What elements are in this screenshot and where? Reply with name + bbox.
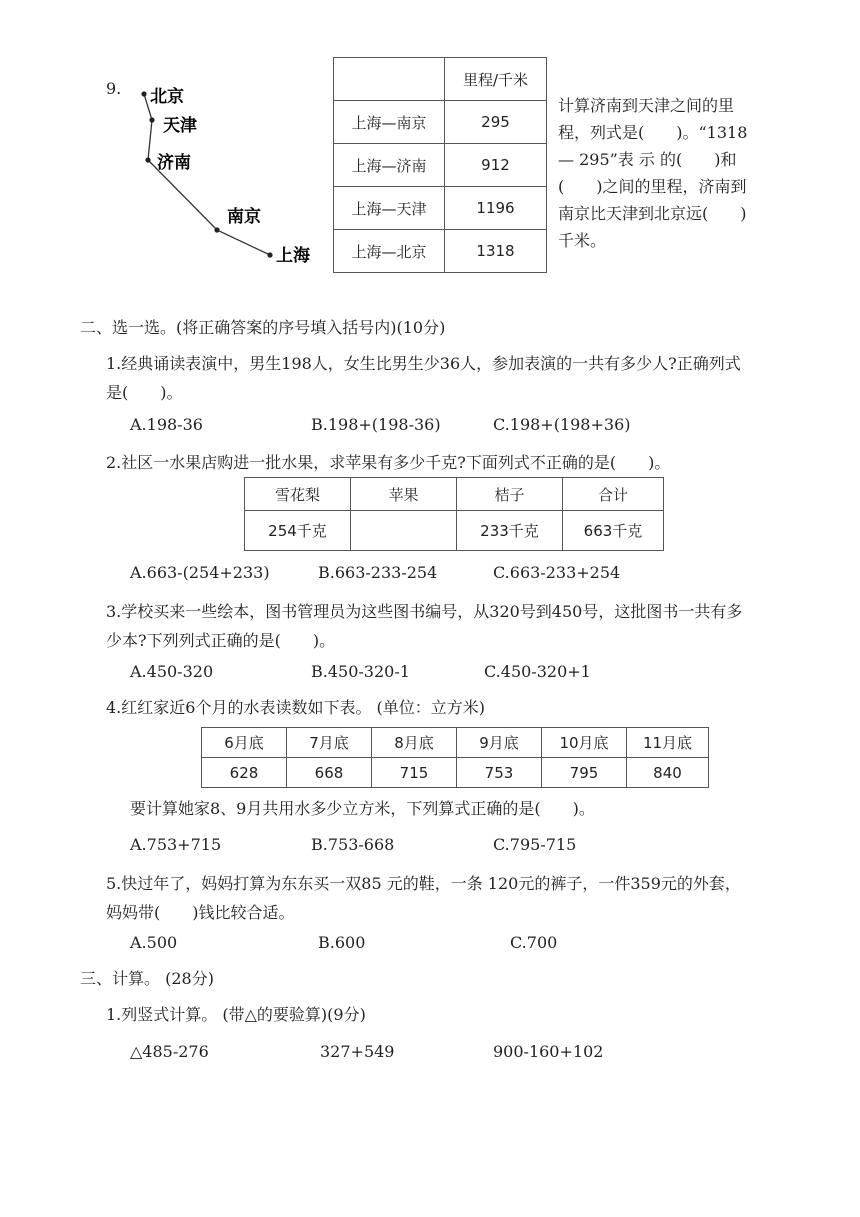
fruit-header: 雪花梨 bbox=[245, 478, 351, 511]
fruit-table bbox=[244, 477, 664, 551]
reading-cell: 715 bbox=[372, 758, 457, 788]
distance-table-header: 里程/千米 bbox=[445, 58, 547, 101]
option-a: A.500 bbox=[130, 933, 178, 952]
city-label-nanjing: 南京 bbox=[227, 207, 261, 227]
calc-item: 900-160+102 bbox=[493, 1042, 604, 1061]
city-dot-tianjin bbox=[149, 117, 154, 122]
question-3-text: 3.学校买来一些绘本，图书管理员为这些图书编号，从320号到450号，这批图书一共有多 bbox=[106, 602, 743, 621]
calc-question-1-text: 1.列竖式计算。 (带△的要验算)(9分) bbox=[106, 1005, 366, 1024]
section-2-title: 二、选一选。(将正确答案的序号填入括号内)(10分) bbox=[80, 318, 446, 337]
water-meter-table bbox=[201, 727, 709, 788]
route-cell: 上海—北京 bbox=[334, 230, 445, 273]
option-a: A.753+715 bbox=[130, 835, 222, 854]
city-label-tianjin: 天津 bbox=[163, 116, 197, 136]
question-number: 9. bbox=[106, 79, 122, 98]
option-b: B.198+(198-36) bbox=[311, 415, 441, 434]
text-line: — 295”表 示 的( )和 bbox=[558, 150, 737, 169]
option-a: A.450-320 bbox=[130, 662, 214, 681]
option-b: B.600 bbox=[318, 933, 366, 952]
distance-cell: 1318 bbox=[445, 230, 547, 273]
reading-cell: 628 bbox=[202, 758, 287, 788]
question-4-text-cont: 要计算她家8、9月共用水多少立方米，下列算式正确的是( )。 bbox=[130, 799, 595, 818]
city-dot-jinan bbox=[145, 157, 150, 162]
city-route-map bbox=[130, 80, 330, 270]
fruit-cell: 254千克 bbox=[245, 511, 351, 551]
month-header: 10月底 bbox=[542, 728, 627, 758]
question-1-text: 1.经典诵读表演中，男生198人，女生比男生少36人，参加表演的一共有多少人?正确列式 bbox=[106, 354, 741, 373]
question-2-text: 2.社区一水果店购进一批水果，求苹果有多少千克?下面列式不正确的是( )。 bbox=[106, 453, 671, 472]
option-c: C.450-320+1 bbox=[484, 662, 591, 681]
month-header: 11月底 bbox=[627, 728, 709, 758]
reading-cell: 795 bbox=[542, 758, 627, 788]
fruit-cell bbox=[351, 511, 457, 551]
question-4-text: 4.红红家近6个月的水表读数如下表。 (单位：立方米) bbox=[106, 698, 486, 717]
option-b: B.450-320-1 bbox=[311, 662, 410, 681]
option-a: A.198-36 bbox=[130, 415, 203, 434]
option-c: C.700 bbox=[510, 933, 558, 952]
reading-cell: 840 bbox=[627, 758, 709, 788]
text-line: 程，列式是( )。“1318 bbox=[558, 123, 748, 142]
question-5-text-cont: 妈妈带( )钱比较合适。 bbox=[106, 903, 295, 922]
route-cell: 上海—南京 bbox=[334, 101, 445, 144]
month-header: 9月底 bbox=[457, 728, 542, 758]
month-header: 8月底 bbox=[372, 728, 457, 758]
city-label-beijing: 北京 bbox=[150, 87, 184, 107]
question-5-text: 5.快过年了，妈妈打算为东东买一双85 元的鞋，一条 120元的裤子，一件359元的外套， bbox=[106, 874, 741, 893]
month-header: 6月底 bbox=[202, 728, 287, 758]
text-line: ( )之间的里程，济南到 bbox=[558, 177, 747, 196]
distance-cell: 912 bbox=[445, 144, 547, 187]
reading-cell: 753 bbox=[457, 758, 542, 788]
section-3-title: 三、计算。 (28分) bbox=[80, 969, 214, 988]
option-b: B.753-668 bbox=[311, 835, 395, 854]
distance-table bbox=[333, 57, 547, 273]
calc-item: △485-276 bbox=[130, 1042, 209, 1061]
fruit-cell: 233千克 bbox=[457, 511, 563, 551]
city-dot-beijing bbox=[141, 91, 146, 96]
question-3-text-cont: 少本?下列列式正确的是( )。 bbox=[106, 631, 336, 650]
option-c: C.663-233+254 bbox=[493, 563, 621, 582]
option-a: A.663-(254+233) bbox=[130, 563, 270, 582]
question-1-text-cont: 是( )。 bbox=[106, 383, 183, 402]
text-line: 计算济南到天津之间的里 bbox=[558, 96, 735, 115]
fruit-header: 桔子 bbox=[457, 478, 563, 511]
distance-cell: 1196 bbox=[445, 187, 547, 230]
route-cell: 上海—济南 bbox=[334, 144, 445, 187]
fruit-header: 苹果 bbox=[351, 478, 457, 511]
option-c: C.198+(198+36) bbox=[493, 415, 631, 434]
city-label-shanghai: 上海 bbox=[276, 246, 310, 266]
text-line: 千米。 bbox=[558, 231, 607, 250]
fruit-cell: 663千克 bbox=[563, 511, 664, 551]
fruit-header: 合计 bbox=[563, 478, 664, 511]
route-cell: 上海—天津 bbox=[334, 187, 445, 230]
reading-cell: 668 bbox=[287, 758, 372, 788]
city-dot-shanghai bbox=[267, 252, 272, 257]
city-label-jinan: 济南 bbox=[157, 153, 191, 173]
text-line: 南京比天津到北京远( ) bbox=[558, 204, 747, 223]
city-dot-nanjing bbox=[214, 227, 219, 232]
option-b: B.663-233-254 bbox=[318, 563, 438, 582]
option-c: C.795-715 bbox=[493, 835, 577, 854]
distance-cell: 295 bbox=[445, 101, 547, 144]
question-9-text bbox=[558, 92, 747, 254]
calc-item: 327+549 bbox=[320, 1042, 395, 1061]
month-header: 7月底 bbox=[287, 728, 372, 758]
distance-table-header-empty bbox=[334, 58, 445, 101]
